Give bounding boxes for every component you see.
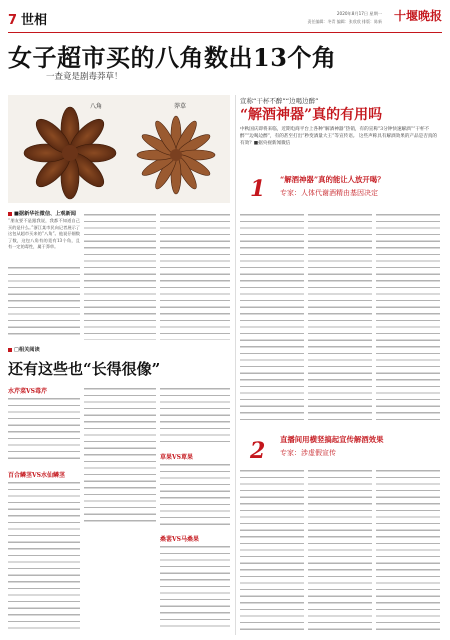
- editor-credits: 责任编辑：冬青 编辑：张欣欣 排版：陈新: [307, 19, 382, 24]
- bullet-square-icon: [8, 348, 12, 352]
- related-col2-text: [84, 386, 156, 524]
- subsection-1-banner: [240, 166, 440, 206]
- subsection-1-answer: 专家：人体代谢酒精由基因决定: [280, 189, 378, 197]
- related-item-2-text: [8, 480, 80, 632]
- subsection-2-banner: [240, 428, 440, 464]
- related-item-1-head: 水芹菜VS毒芹: [8, 388, 47, 395]
- related-item-3-head: 草果VS萆果: [160, 454, 193, 461]
- related-title: 还有这些也“长得很像”: [8, 360, 161, 378]
- section-title: [8, 9, 47, 28]
- sub2-text-col2: [308, 468, 372, 632]
- source-tag: ■据新华社微信、上观新闻: [8, 210, 76, 217]
- page-header: [8, 5, 442, 33]
- section-name: 世相: [21, 13, 48, 28]
- main-subhead: 一查竟是剧毒莽草！: [46, 72, 123, 82]
- related-item-2-head: 百合鳞茎VS水仙鳞茎: [8, 472, 65, 479]
- related-tag: □相关阅读: [8, 346, 40, 353]
- article-body-col1: [8, 265, 80, 340]
- related-item-1-text: [8, 396, 80, 464]
- subsection-2-question: 直播间用横竖搞起宣传解酒效果: [280, 435, 384, 444]
- subsection-1-question: “解酒神器”真的能让人放开喝？: [280, 175, 385, 184]
- related-item-4-text: [160, 544, 230, 632]
- right-headline: “解酒神器”真的有用吗: [240, 107, 383, 123]
- right-kicker: 宣称“干杯不醉”“边喝边醉”: [240, 97, 319, 105]
- related-item-3-text: [160, 462, 230, 528]
- subsection-1-number: 1: [250, 176, 266, 202]
- issue-date: 2020年8月17日 星期一: [336, 11, 382, 16]
- sub1-text-col2: [308, 212, 372, 422]
- photo-label-shikimi: 莽草: [174, 103, 187, 110]
- newspaper-logo: 十堰晚报: [393, 9, 442, 23]
- sub1-text-col3: [376, 212, 440, 422]
- column-divider: [235, 95, 236, 635]
- right-summary: 中秋国庆即将来临，近期电商平台上各种“解酒神器”热销，有的宣称“3分钟快速解酒”“干杯不醉”“边喝边醉”，有的甚至打出“秒变酒量大王”等宣传语。 这些声称具有解酒效果的产品是否真的有效？■据央视新闻微信: [240, 127, 437, 146]
- subsection-2-number: 2: [250, 438, 266, 464]
- section-number: 7: [8, 13, 18, 28]
- main-headline: 女子超市买的八角数出13个角: [8, 43, 337, 72]
- bullet-square-icon: [8, 212, 12, 216]
- sub2-text-col1: [240, 468, 304, 632]
- star-anise-photo: [8, 95, 230, 203]
- article-body-col3: [160, 212, 230, 340]
- sub2-text-col3: [376, 468, 440, 632]
- sub1-text-col1: [240, 212, 304, 422]
- photo-label-star-anise: 八角: [90, 103, 103, 110]
- related-col3-top-text: [160, 386, 230, 446]
- intro-paragraph: “朋友要不是跟我说，我都不知道自己买的是什么。”浙江某市民向记者展示了这包从超市买来的“八角”。他说仔细数了数，这包八角有的竟有13个角，且有一定的毒性，属于莽草。: [8, 218, 80, 250]
- related-item-4-head: 桑葚VS马桑果: [160, 536, 199, 543]
- article-body-col2: [84, 212, 156, 340]
- subsection-2-answer: 专家：涉虚假宣传: [280, 449, 336, 457]
